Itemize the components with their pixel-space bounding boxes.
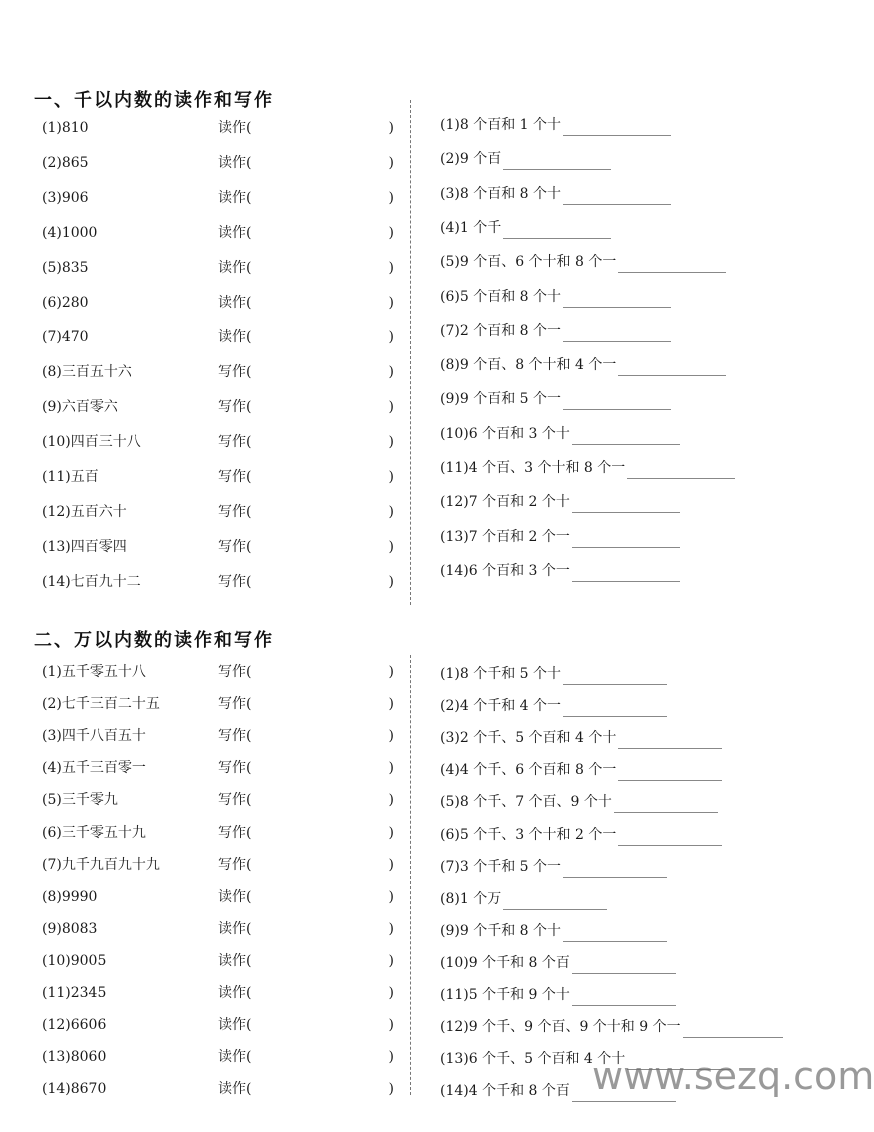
answer-label: 读作( [218, 1081, 252, 1098]
answer-close-paren: ) [388, 856, 394, 873]
answer-blank-line[interactable] [614, 796, 718, 813]
question-row [42, 757, 394, 779]
answer-close-paren: ) [388, 224, 394, 241]
question-row [42, 693, 394, 715]
answer-label: 写作( [218, 469, 252, 485]
fill-blank-row [440, 423, 680, 445]
fill-blank-row [440, 1016, 783, 1038]
fill-blank-prompt: (1)8 个百和 1 个十 [440, 117, 561, 133]
answer-blank-line[interactable] [563, 668, 667, 685]
answer-close-paren: ) [388, 824, 394, 841]
question-row [42, 854, 394, 876]
answer-close-paren: ) [388, 503, 394, 520]
question-prompt: (11)2345 [42, 985, 107, 1001]
answer-blank-line[interactable] [572, 428, 680, 445]
question-prompt: (14)8670 [42, 1081, 107, 1098]
answer-blank-line[interactable] [503, 153, 611, 170]
answer-blank-line[interactable] [572, 496, 680, 513]
question-prompt: (12)6606 [42, 1017, 107, 1034]
fill-blank-row [440, 457, 735, 479]
question-prompt: (4)五千三百零一 [42, 760, 146, 777]
answer-close-paren: ) [388, 189, 394, 206]
fill-blank-row [440, 286, 671, 308]
question-row [42, 257, 394, 279]
answer-blank-line[interactable] [683, 1021, 783, 1038]
question-prompt: (6)280 [42, 294, 89, 311]
question-prompt: (2)865 [42, 154, 89, 171]
fill-blank-prompt: (5)8 个千、7 个百、9 个十 [440, 794, 612, 811]
fill-blank-prompt: (5)9 个百、6 个十和 8 个一 [440, 254, 617, 271]
fill-blank-prompt: (1)8 个千和 5 个十 [440, 666, 561, 682]
fill-blank-row [440, 251, 726, 273]
question-prompt: (3)四千八百五十 [42, 728, 146, 745]
fill-blank-row [440, 354, 726, 376]
answer-close-paren: ) [388, 538, 394, 555]
fill-blank-row [440, 183, 671, 205]
fill-blank-row [440, 320, 671, 342]
question-prompt: (7)九千九百九十九 [42, 856, 160, 873]
question-row [42, 725, 394, 747]
answer-label: 读作( [218, 294, 252, 311]
fill-blank-prompt: (12)7 个百和 2 个十 [440, 494, 570, 511]
answer-label: 读作( [218, 1049, 252, 1066]
fill-blank-prompt: (14)6 个百和 3 个一 [440, 562, 570, 579]
answer-label: 写作( [218, 434, 252, 451]
fill-blank-row [440, 759, 722, 781]
question-prompt: (2)七千三百二十五 [42, 696, 160, 713]
answer-close-paren: ) [388, 434, 394, 451]
answer-close-paren: ) [388, 259, 394, 276]
answer-blank-line[interactable] [563, 119, 671, 136]
fill-blank-prompt: (10)6 个百和 3 个十 [440, 425, 570, 442]
question-row [42, 661, 394, 683]
question-row [42, 501, 394, 523]
answer-blank-line[interactable] [618, 764, 722, 781]
fill-blank-prompt: (8)9 个百、8 个十和 4 个一 [440, 357, 617, 374]
fill-blank-row [440, 114, 671, 136]
fill-blank-prompt: (9)9 个百和 5 个一 [440, 391, 561, 408]
question-row [42, 1014, 394, 1036]
fill-blank-prompt: (10)9 个千和 8 个百 [440, 954, 570, 971]
answer-close-paren: ) [388, 728, 394, 745]
fill-blank-row [440, 663, 667, 685]
question-prompt: (8)三百五十六 [42, 364, 132, 381]
answer-label: 写作( [218, 696, 252, 713]
question-row [42, 918, 394, 940]
answer-close-paren: ) [388, 469, 394, 485]
answer-label: 读作( [218, 154, 252, 171]
answer-close-paren: ) [388, 760, 394, 777]
fill-blank-prompt: (11)4 个百、3 个十和 8 个一 [440, 460, 626, 476]
question-prompt: (13)四百零四 [42, 538, 127, 555]
answer-label: 写作( [218, 399, 252, 416]
watermark: www.sezq.com [592, 1054, 874, 1098]
question-prompt: (6)三千零五十九 [42, 824, 146, 841]
question-prompt: (4)1000 [42, 224, 98, 241]
fill-blank-row [440, 491, 680, 513]
question-prompt: (1)810 [42, 120, 89, 136]
question-prompt: (7)470 [42, 329, 89, 346]
question-row [42, 466, 394, 488]
fill-blank-row [440, 920, 667, 942]
answer-blank-line[interactable] [503, 893, 607, 910]
answer-label: 读作( [218, 329, 252, 346]
answer-close-paren: ) [388, 399, 394, 416]
answer-blank-line[interactable] [563, 188, 671, 205]
fill-blank-row [440, 888, 607, 910]
fill-blank-row [440, 560, 680, 582]
question-row [42, 292, 394, 314]
fill-blank-prompt: (13)6 个千、5 个百和 4 个十 [440, 1051, 626, 1068]
fill-blank-row [440, 695, 667, 717]
answer-close-paren: ) [388, 952, 394, 969]
fill-blank-row [440, 148, 611, 170]
answer-label: 写作( [218, 856, 252, 873]
answer-blank-line[interactable] [572, 989, 676, 1006]
question-prompt: (10)9005 [42, 952, 107, 969]
fill-blank-prompt: (4)1 个千 [440, 219, 502, 236]
answer-blank-line[interactable] [563, 393, 671, 410]
question-prompt: (5)三千零九 [42, 792, 118, 809]
fill-blank-prompt: (9)9 个千和 8 个十 [440, 922, 561, 939]
fill-blank-prompt: (3)2 个千、5 个百和 4 个十 [440, 730, 617, 747]
answer-blank-line[interactable] [563, 700, 667, 717]
answer-label: 写作( [218, 664, 252, 680]
answer-close-paren: ) [388, 573, 394, 590]
fill-blank-prompt: (7)3 个千和 5 个一 [440, 858, 561, 875]
answer-blank-line[interactable] [572, 565, 680, 582]
question-prompt: (11)五百 [42, 469, 99, 485]
answer-blank-line[interactable] [572, 957, 676, 974]
answer-blank-line[interactable] [572, 531, 680, 548]
fill-blank-prompt: (2)9 个百 [440, 151, 502, 168]
answer-blank-line[interactable] [563, 291, 671, 308]
answer-close-paren: ) [388, 154, 394, 171]
fill-blank-prompt: (14)4 个千和 8 个百 [440, 1083, 570, 1100]
answer-label: 写作( [218, 760, 252, 777]
question-row [42, 222, 394, 244]
answer-close-paren: ) [388, 792, 394, 809]
fill-blank-row [440, 856, 667, 878]
fill-blank-row [440, 526, 680, 548]
question-prompt: (12)五百六十 [42, 503, 127, 520]
answer-label: 写作( [218, 503, 252, 520]
question-prompt: (3)906 [42, 189, 89, 206]
answer-blank-line[interactable] [627, 462, 735, 479]
answer-blank-line[interactable] [563, 325, 671, 342]
fill-blank-row [440, 824, 722, 846]
question-row [42, 571, 394, 593]
answer-close-paren: ) [388, 696, 394, 713]
question-row [42, 187, 394, 209]
answer-label: 读作( [218, 224, 252, 241]
answer-close-paren: ) [388, 1049, 394, 1066]
answer-close-paren: ) [388, 888, 394, 905]
question-prompt: (13)8060 [42, 1049, 107, 1066]
answer-label: 读作( [218, 888, 252, 905]
column-divider-1 [410, 100, 411, 605]
question-prompt: (1)五千零五十八 [42, 664, 146, 680]
answer-label: 读作( [218, 985, 252, 1001]
fill-blank-prompt: (6)5 个千、3 个十和 2 个一 [440, 826, 617, 843]
answer-blank-line[interactable] [618, 359, 726, 376]
fill-blank-prompt: (3)8 个百和 8 个十 [440, 185, 561, 202]
answer-label: 写作( [218, 538, 252, 555]
question-row [42, 886, 394, 908]
question-row [42, 152, 394, 174]
question-row [42, 431, 394, 453]
answer-label: 读作( [218, 920, 252, 937]
question-row [42, 950, 394, 972]
fill-blank-row [440, 727, 722, 749]
answer-close-paren: ) [388, 294, 394, 311]
fill-blank-row [440, 952, 676, 974]
answer-close-paren: ) [388, 920, 394, 937]
question-row [42, 789, 394, 811]
column-divider-2 [410, 655, 411, 1095]
answer-label: 写作( [218, 792, 252, 809]
question-row [42, 536, 394, 558]
fill-blank-row [440, 791, 718, 813]
answer-close-paren: ) [388, 1017, 394, 1034]
answer-blank-line[interactable] [618, 829, 722, 846]
fill-blank-prompt: (2)4 个千和 4 个一 [440, 698, 561, 715]
question-row [42, 326, 394, 348]
answer-blank-line[interactable] [618, 732, 722, 749]
fill-blank-prompt: (7)2 个百和 8 个一 [440, 322, 561, 339]
answer-blank-line[interactable] [503, 222, 611, 239]
answer-close-paren: ) [388, 364, 394, 381]
answer-blank-line[interactable] [563, 861, 667, 878]
question-row [42, 982, 394, 1004]
answer-label: 写作( [218, 364, 252, 381]
question-row [42, 396, 394, 418]
fill-blank-prompt: (6)5 个百和 8 个十 [440, 288, 561, 305]
question-prompt: (9)8083 [42, 920, 98, 937]
section-1-title: 一、千以内数的读作和写作 [34, 90, 274, 111]
fill-blank-row [440, 388, 671, 410]
answer-close-paren: ) [388, 329, 394, 346]
question-row [42, 1046, 394, 1068]
answer-close-paren: ) [388, 1081, 394, 1098]
answer-close-paren: ) [388, 664, 394, 680]
answer-label: 读作( [218, 189, 252, 206]
question-row [42, 361, 394, 383]
fill-blank-prompt: (11)5 个千和 9 个十 [440, 987, 570, 1003]
fill-blank-prompt: (8)1 个万 [440, 890, 502, 907]
question-row [42, 822, 394, 844]
answer-blank-line[interactable] [563, 925, 667, 942]
answer-blank-line[interactable] [618, 256, 726, 273]
question-row [42, 117, 394, 139]
answer-label: 写作( [218, 824, 252, 841]
fill-blank-prompt: (4)4 个千、6 个百和 8 个一 [440, 762, 617, 779]
question-prompt: (8)9990 [42, 888, 98, 905]
question-row [42, 1078, 394, 1100]
answer-close-paren: ) [388, 120, 394, 136]
section-2-title: 二、万以内数的读作和写作 [34, 630, 274, 651]
fill-blank-prompt: (12)9 个千、9 个百、9 个十和 9 个一 [440, 1019, 681, 1036]
answer-label: 写作( [218, 728, 252, 745]
fill-blank-prompt: (13)7 个百和 2 个一 [440, 528, 570, 545]
answer-label: 读作( [218, 952, 252, 969]
question-prompt: (5)835 [42, 259, 89, 276]
answer-label: 读作( [218, 259, 252, 276]
answer-label: 读作( [218, 1017, 252, 1034]
question-prompt: (9)六百零六 [42, 399, 118, 416]
answer-label: 读作( [218, 120, 252, 136]
fill-blank-row [440, 984, 676, 1006]
question-prompt: (14)七百九十二 [42, 573, 141, 590]
answer-close-paren: ) [388, 985, 394, 1001]
fill-blank-row [440, 217, 611, 239]
question-prompt: (10)四百三十八 [42, 434, 141, 451]
answer-label: 写作( [218, 573, 252, 590]
